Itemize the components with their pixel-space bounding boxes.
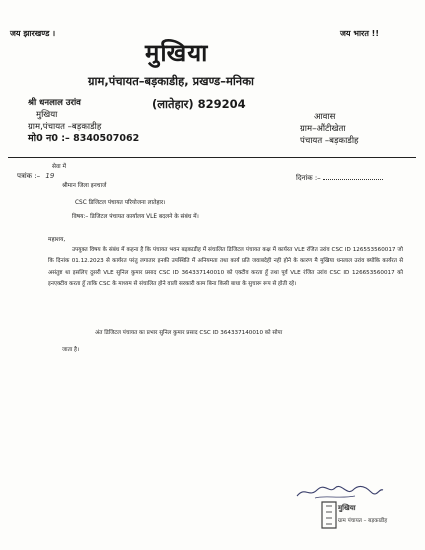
subject-line: विषय:– डिजिटल पंचायत कार्यालय VLE बदलने के संबंध में। (72, 214, 199, 220)
body-paragraph-2-end: जाता है। (62, 347, 80, 353)
stamp-seal-icon (318, 500, 340, 530)
patrank-value: 19 (45, 172, 55, 180)
residence-panchayat: पंचायत –बड़काडीह (300, 136, 359, 146)
patrank-label: पत्रांक :– (17, 172, 41, 180)
right-slogan: जय भारत !! (340, 29, 379, 38)
sender-village: ग्राम,पंचायत –बड़काडीह (28, 122, 102, 132)
header-divider (8, 157, 416, 158)
recipient-office: CSC डिजिटल पंचायत परियोजना लातेहार। (75, 200, 166, 206)
signature-scribble-icon (295, 482, 385, 502)
letterhead-address: ग्राम,पंचायत–बड़काडीह, प्रखण्ड–मनिका (88, 74, 254, 88)
body-paragraph-1: उपयुक्त विषय के संबंध में कहना है कि पंचायत भवन बड़काडीह में संचालित डिजिटल पंचायत कक्ष में कार्यरत VLE रंजित उरांव CSC ID 126553560017 जो कि दिनांक 01.12.2023 से कार्यरत परंतु लगातार इनकी उपस्थिति में अनियमता तथा कार्य प्रति जवाबदेही नही होने के कारण मै मुखिया धनलाल उरांव क्योकि कार्यरत से असंतुष्ट था इसलिए दुसरी VLE सुनिल कुमार प्रसाद CSC ID 364337140010 को एक्टीव करता हूँ तथा पूर्व VLE रंजित उरांव CSC ID 126653560017 को इनएक्टीव करता हूँ ताकि CSC के माध्यम से संचालित होने वाली सरकारी काम बिना किसी बाधा के सुचारू रूप से होती रहे। (48, 247, 403, 288)
sender-name: श्री धनलाल उरांव (28, 98, 81, 108)
residence-label: आवास (314, 112, 336, 122)
sender-designation: मुखिया (36, 110, 58, 120)
sender-block (28, 97, 139, 145)
district-pin: (लातेहार) 829204 (152, 97, 246, 111)
recipient: श्रीमान जिला इनचार्ज (62, 183, 107, 189)
residence-village: ग्राम–औंटीखेता (300, 124, 346, 134)
residence-block (300, 111, 359, 147)
letterhead-title: मुखिया (145, 39, 209, 67)
dinank-blank (323, 172, 383, 180)
sender-mobile: मो0 न0 :– 8340507062 (28, 133, 140, 144)
official-stamp (318, 500, 398, 530)
stamp-sub: ग्राम पंचायत – बड़काडीह (338, 518, 388, 524)
left-slogan: जय झारखण्ड । (10, 29, 56, 38)
dinank-label: दिनांक :– (296, 174, 321, 182)
seva-me: सेवा में (52, 164, 66, 170)
salutation: महाशय, (48, 237, 66, 243)
patrank (17, 172, 54, 181)
body-paragraph-2: अंत डिजिटल पंचायत का प्रभार सुनिल कुमार प्रसाद CSC ID 364337140010 को सोपा (95, 330, 283, 336)
dinank (296, 172, 383, 183)
stamp-title: मुखिया (338, 504, 356, 512)
